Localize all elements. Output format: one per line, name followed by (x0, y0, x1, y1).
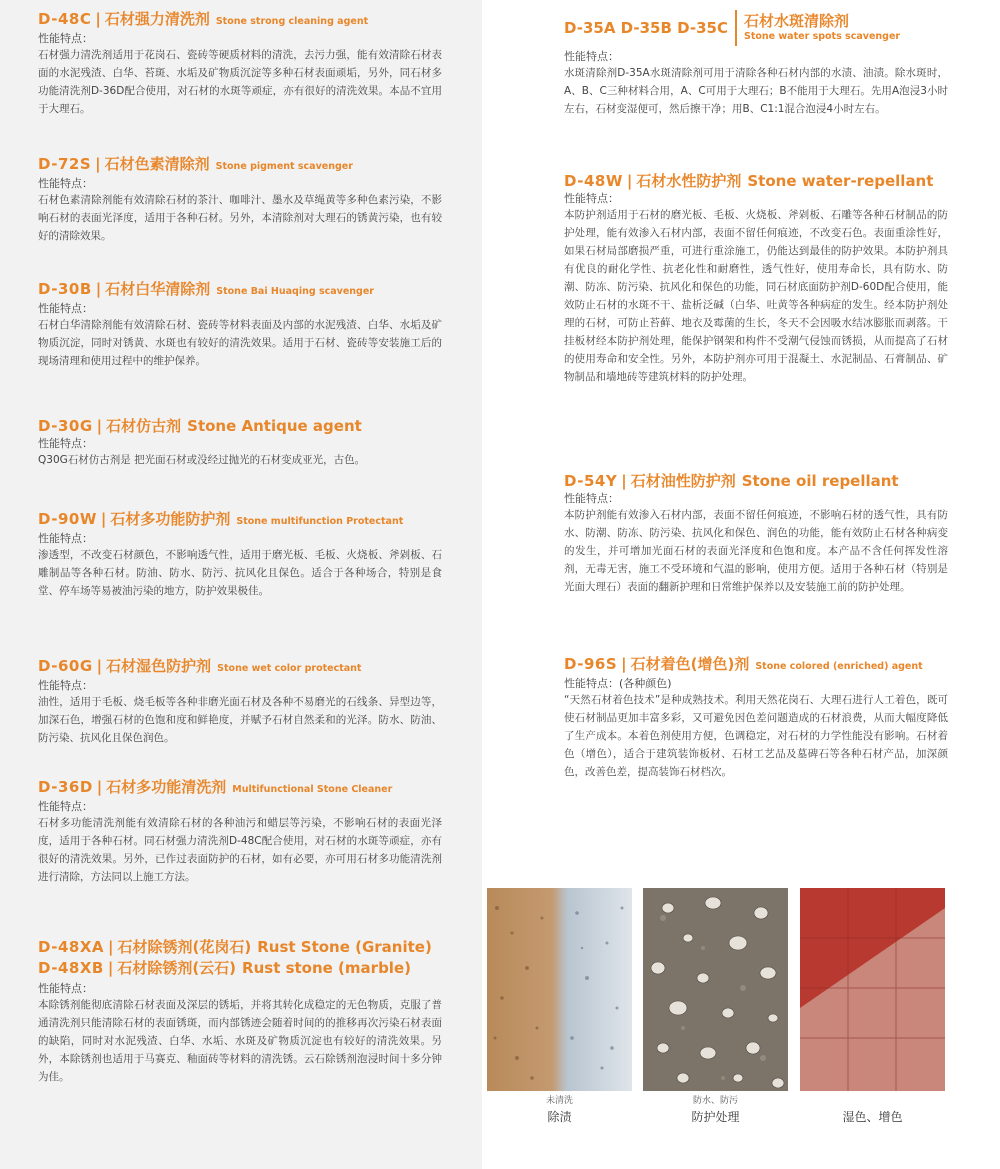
feature-description: 水斑清除剂D-35A水斑清除剂可用于清除各种石材内部的水渍、油渍。除水斑时，A、B、C三种材料合用，A、C可用于大理石；B不能用于大理石。先用A泡浸3小时左右，石材变湿便可，然后擦干净；用B、C1:1混合泡浸4小时左右。 (564, 67, 948, 115)
section-d72s (38, 155, 442, 245)
title-divider (735, 10, 737, 46)
product-code: D-72S (38, 155, 92, 173)
product-name-zh: 石材色素清除剂 (104, 155, 210, 173)
photo-caption: 湿色、增色 (842, 1110, 903, 1124)
water-beads-image (643, 888, 788, 1091)
enriched-color-image (800, 888, 945, 1091)
section-d60g (38, 657, 442, 747)
product-code: D-90W (38, 510, 97, 528)
product-code: D-48C (38, 10, 92, 28)
left-column (0, 0, 482, 1169)
product-code: D-36D (38, 778, 93, 796)
section-d54y (564, 472, 948, 596)
section-d48c (38, 10, 442, 118)
section-title: D-36D | 石材多功能清洗剂 Multifunctional Stone Cleaner (38, 778, 393, 796)
product-name-en: Multifunctional Stone Cleaner (232, 784, 393, 795)
feature-description: Q30G石材仿古剂是 把光面石材或没经过抛光的石材变成亚光，古色。 (38, 454, 366, 466)
product-code: D-48W (564, 172, 623, 190)
feature-description: 油性，适用于毛板、烧毛板等各种非磨光面石材及各种不易磨光的石线条、异型边等，加深石色，增强石材的色饱和度和鲜艳度，并赋予石材自然柔和的光泽。防水、防油、防污染、抗风化且保色润色。 (38, 696, 442, 744)
feature-description: 本防护剂能有效渗入石材内部，表面不留任何痕迹，不影响石材的透气性，具有防水、防潮、防冻、防污染、抗风化和保色、润色的功能，能有效防止石材各种病变的发生，并可增加光面石材的表面光泽度和色饱和度。本产品不含任何挥发性溶剂，无毒无害，施工不受环境和气温的影响，使用方便。适用于各种石材（特别是光面大理石）表面的翻新护理和日常维护保养以及安装施工前的防护处理。 (564, 509, 948, 593)
product-name-zh: 石材多功能清洗剂 (106, 778, 227, 796)
section-title: D-30B | 石材白华清除剂 Stone Bai Huaqing scavenger (38, 280, 374, 298)
section-d30g (38, 417, 442, 469)
section-d36d (38, 778, 442, 886)
section-title-b: D-48XB | 石材除锈剂(云石) Rust stone (marble) (38, 959, 411, 977)
product-name-en: Stone Bai Huaqing scavenger (216, 286, 374, 297)
feature-description: 本除锈剂能彻底清除石材表面及深层的锈垢，并将其转化成稳定的无色物质，克服了普通清洗剂只能清除石材的表面锈斑，而内部锈迹会随着时间的的推移再次污染石材表面的缺陷，同时对水泥残渣、白华、水垢、水斑及矿物质沉淀也有较好的清洗效果。另外，本除锈剂也适用于马赛克、釉面砖等材料的清洗锈。云石除锈剂泡浸时间十多分钟为佳。 (38, 999, 442, 1083)
feature-label: 性能特点： (38, 679, 93, 692)
photo-caption: 防护处理 (691, 1110, 740, 1124)
cleaning-image (487, 888, 632, 1091)
section-title: D-48C | 石材强力清洗剂 Stone strong cleaning agent (38, 10, 369, 28)
product-name-zh: 石材着色(增色)剂 (630, 655, 750, 673)
section-d90w (38, 510, 442, 600)
section-title: D-90W | 石材多功能防护剂 Stone multifunction Protectant (38, 510, 404, 528)
section-title: D-60G | 石材湿色防护剂 Stone wet color protectant (38, 657, 362, 675)
feature-label: 性能特点： (564, 192, 619, 205)
feature-description: 石材强力清洗剂适用于花岗石、瓷砖等硬质材料的清洗，去污力强，能有效清除石材表面的水泥残渣、白华、苔斑、水垢及矿物质沉淀等多种石材表面顽垢，另外，同石材多功能清洗剂D-36D配合使用，对石材的水斑等顽症，亦有很好的清洗效果。本品不宜用于大理石。 (38, 49, 442, 115)
product-name-en: Stone pigment scavenger (215, 161, 353, 172)
section-title (564, 10, 948, 46)
feature-description: 本防护剂适用于石材的磨光板、毛板、火烧板、斧剁板、石雕等各种石材制品的防护处理，能有效渗入石材内部，表面不留任何痕迹，不改变石色。表面重涂性好，如果石材局部磨损严重，可进行重涂施工，仍能达到最佳的防护效果。本防护剂具有优良的耐化学性、抗老化性和耐磨性，透气性好，使用寿命长，具有防水、防潮、防冻、防污染、抗风化和保色的功能，同石材底面防护剂D-60D配合使用，能效防止石材的水斑不干、盐析泛碱（白华、吐黄等各种病症的发生。经本防护剂处理的石材，可防止苔藓、地衣及霉菌的生长，冬天不会因吸水结冰膨胀而剥落。干挂板材经本防护剂处理，能保护钢架和构件不受潮气侵蚀而锈损，从而提高了石材的使用寿命和安全性。另外，本防护剂亦可用于混凝土、水泥制品、石膏制品、矿物制品和墙地砖等建筑材料的防护处理。 (564, 209, 948, 383)
section-title: D-96S | 石材着色(增色)剂 Stone colored (enriched) agent (564, 655, 923, 673)
section-title: D-48W | 石材水性防护剂 Stone water-repellant (564, 172, 934, 190)
product-name-en: Stone Antique agent (187, 417, 362, 435)
section-d35 (564, 10, 948, 118)
section-d30b (38, 280, 442, 370)
feature-label: 性能特点： (38, 800, 93, 813)
feature-label: 性能特点： (38, 532, 93, 545)
product-name-zh: 石材强力清洗剂 (104, 10, 210, 28)
product-code: D-48XB (38, 959, 104, 977)
feature-description: 石材多功能清洗剂能有效清除石材的各种油污和蜡层等污染，不影响石材的表面光泽度，适用于各种石材。同石材强力清洗剂D-48C配合使用，对石材的水斑等顽症，亦有很好的清洗效果。另外，已作过表面防护的石材，如有必要，亦可用石材多功能清洗剂进行清除，方法同以上施工方法。 (38, 817, 442, 883)
product-code: D-60G (38, 657, 93, 675)
product-name-zh: 石材除锈剂(云石) (117, 959, 237, 977)
feature-label: 性能特点： (564, 50, 619, 63)
product-name-en: Stone water spots scavenger (743, 30, 901, 42)
product-name-en: Stone multifunction Protectant (236, 516, 404, 527)
product-code: D-54Y (564, 472, 618, 490)
product-name-en: Stone oil repellant (741, 472, 899, 490)
feature-label: 性能特点： (38, 177, 93, 190)
section-title: D-54Y | 石材油性防护剂 Stone oil repellant (564, 472, 899, 490)
product-name-zh: 石材湿色防护剂 (106, 657, 212, 675)
product-name-en: Stone strong cleaning agent (215, 16, 369, 27)
section-d96s (564, 655, 948, 781)
product-name-en: Stone water-repellant (747, 172, 934, 190)
product-name-zh: 石材水性防护剂 (636, 172, 742, 190)
section-title: D-30G | 石材仿古剂 Stone Antique agent (38, 417, 362, 435)
photo-caption-small: 未清洗 (545, 1096, 573, 1106)
feature-label: 性能特点： (38, 302, 93, 315)
photo-protection (643, 888, 788, 1091)
feature-description: “天然石材着色技术”是种成熟技术。利用天然花岗石、大理石进行人工着色，既可使石材制品更加丰富多彩，又可避免因色差问题造成的石材浪费，从而大幅度降低了生产成本。本着色剂使用方便，色调稳定，对石材的力学性能没有影响。石材着色（增色），适合于建筑装饰板材、石材工艺品及墓碑石等各种石材产品，加深颜色，改善色差，提高装饰石材档次。 (564, 694, 948, 778)
feature-label: 性能特点： (38, 982, 93, 995)
product-code: D-96S (564, 655, 618, 673)
section-d48w (564, 172, 948, 386)
product-name-en: Rust Stone (Granite) (257, 938, 432, 956)
product-name-zh: 石材多功能防护剂 (110, 510, 231, 528)
feature-label: 性能特点：(各种颜色) (564, 677, 672, 690)
product-name-zh: 石材水斑清除剂 (743, 11, 849, 30)
product-name-zh: 石材除锈剂(花岗石) (117, 938, 252, 956)
feature-description: 石材白华清除剂能有效清除石材、瓷砖等材料表面及内部的水泥残渣、白华、水垢及矿物质沉淀，同时对锈黄、水斑也有较好的清洗效果。适用于石材、瓷砖等安装施工后的现场清理和使用过程中的维护保养。 (38, 319, 442, 367)
feature-description: 石材色素清除剂能有效清除石材的茶汁、咖啡汁、墨水及草绳黄等多种色素污染，不影响石材的表面光泽度，适用于各种石材。另外，本清除剂对大理石的锈黄污染，也有较好的清除效果。 (38, 194, 442, 242)
product-name-en: Stone wet color protectant (217, 663, 362, 674)
section-d48x (38, 938, 442, 1086)
product-name-zh: 石材油性防护剂 (630, 472, 736, 490)
photo-caption: 除渍 (547, 1110, 572, 1124)
feature-label: 性能特点： (38, 437, 93, 450)
product-code: D-35A D-35B D-35C (564, 18, 728, 37)
product-name-en: Rust stone (marble) (242, 959, 411, 977)
section-title: D-72S | 石材色素清除剂 Stone pigment scavenger (38, 155, 353, 173)
product-code: D-48XA (38, 938, 105, 956)
feature-description: 渗透型，不改变石材颜色，不影响透气性，适用于磨光板、毛板、火烧板、斧剁板、石雕制品等各种石材。防油、防水、防污、抗风化且保色。适合于各种场合，特别是食堂、停车场等易被油污染的地方，防护效果极佳。 (38, 549, 442, 597)
photo-cleaning (487, 888, 632, 1091)
product-code: D-30B (38, 280, 92, 298)
product-code: D-30G (38, 417, 93, 435)
photo-caption-small: 防水、防污 (692, 1096, 738, 1106)
photo-enrich (800, 888, 945, 1091)
product-name-en: Stone colored (enriched) agent (755, 661, 923, 672)
section-title-a: D-48XA | 石材除锈剂(花岗石) Rust Stone (Granite) (38, 938, 432, 956)
feature-label: 性能特点： (38, 32, 93, 45)
product-name-zh: 石材白华清除剂 (105, 280, 211, 298)
feature-label: 性能特点： (564, 492, 619, 505)
product-name-zh: 石材仿古剂 (106, 417, 182, 435)
